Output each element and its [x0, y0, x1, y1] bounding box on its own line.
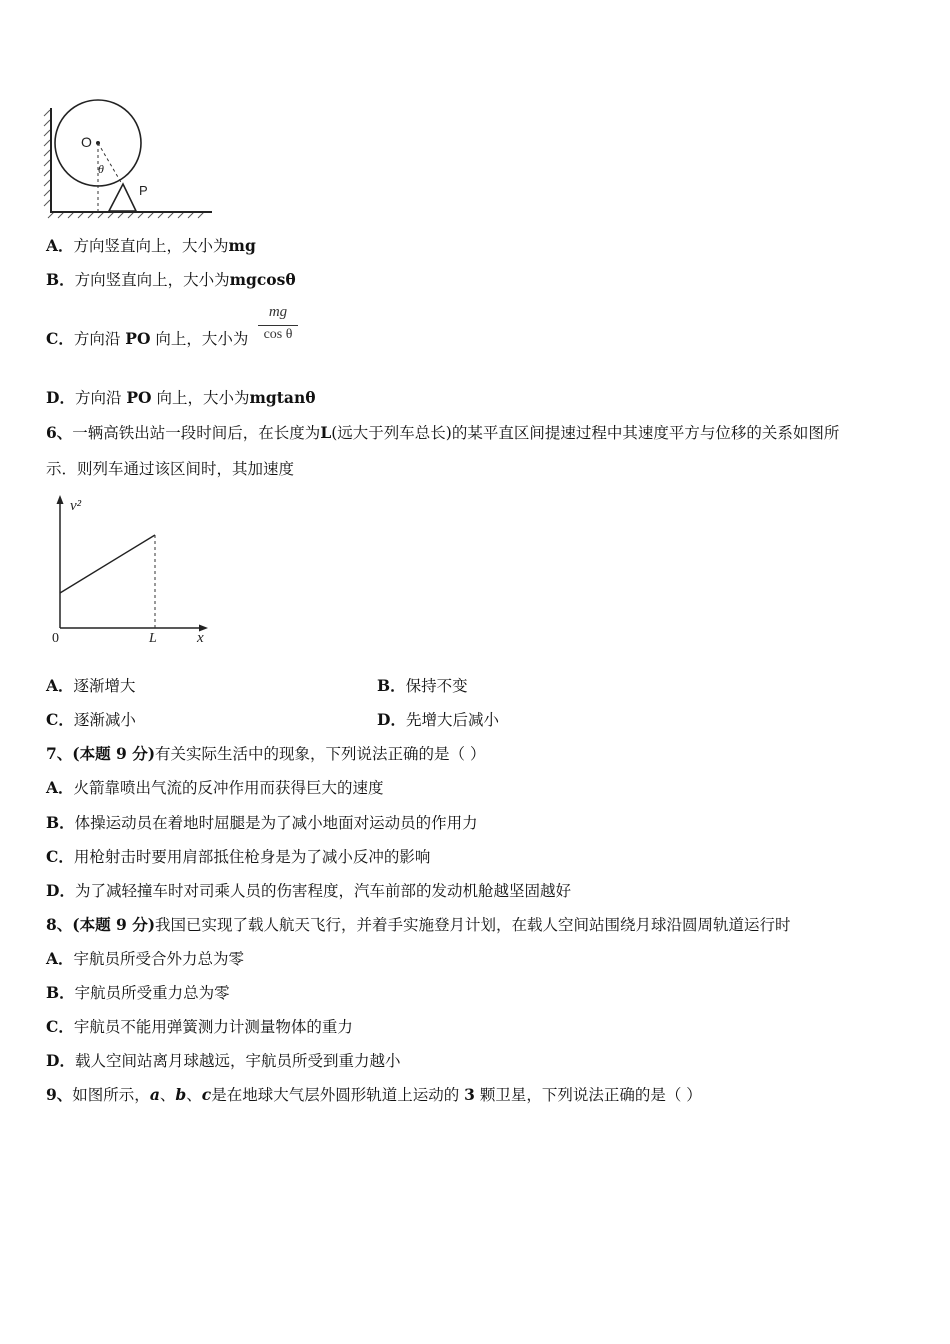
q6-text-b: 的某平直区间提速过程中其速度平方与位移的关系如图所 — [451, 424, 840, 442]
fraction-mg-over-cos — [256, 304, 300, 350]
graph-line — [60, 535, 155, 593]
option-key: B． — [46, 983, 75, 1002]
q5-option-d[interactable] — [46, 388, 316, 408]
option-key: C． — [46, 710, 74, 729]
wall-hatching — [44, 110, 50, 206]
label-theta: θ — [98, 162, 104, 176]
satellite-c: c — [201, 1085, 212, 1104]
option-value: mg — [228, 236, 256, 255]
q9-text-c: 颗卫星，下列说法正确的是（ ） — [479, 1086, 702, 1104]
q7-option-c[interactable] — [46, 847, 430, 867]
fraction-numerator: mg — [268, 304, 288, 320]
q5-option-a[interactable] — [46, 236, 256, 256]
x-axis-label: x — [197, 630, 204, 646]
q9-text-a: 如图所示， — [72, 1086, 150, 1104]
option-value: mgcosθ — [229, 270, 296, 289]
circle-wedge-figure — [40, 96, 220, 222]
q6-l: L — [320, 423, 332, 442]
option-text: 方向竖直向上，大小为 — [73, 237, 229, 255]
q7-option-b[interactable] — [46, 813, 478, 833]
q5-option-c[interactable] — [46, 329, 248, 349]
q9-sep1: 、 — [159, 1086, 176, 1104]
q9-stem — [46, 1085, 702, 1105]
option-text: 逐渐减小 — [73, 711, 136, 729]
option-key: D． — [46, 881, 75, 900]
option-key: A． — [46, 676, 74, 695]
q6-text-c: 示．则列车通过该区间时，其加速度 — [46, 460, 295, 478]
q6-text-a: 一辆高铁出站一段时间后，在长度为 — [72, 424, 321, 442]
option-key: D． — [46, 388, 75, 407]
option-text: 为了减轻撞车时对司乘人员的伤害程度，汽车前部的发动机舱越坚固越好 — [74, 882, 571, 900]
fraction-bar — [258, 325, 298, 326]
q6-option-c[interactable] — [46, 710, 136, 730]
question-stem: 我国已实现了载人航天飞行，并着手实施登月计划，在载人空间站围绕月球沿圆周轨道运行时 — [155, 916, 791, 934]
question-number: 8、 — [46, 915, 73, 934]
q7-stem — [46, 744, 485, 764]
option-key: B． — [46, 813, 75, 832]
option-text: 体操运动员在着地时屈腿是为了减小地面对运动员的作用力 — [74, 814, 478, 832]
option-text: 载人空间站离月球越远，宇航员所受到重力越小 — [74, 1052, 401, 1070]
option-key: B． — [46, 270, 75, 289]
x-tick-l: L — [149, 631, 157, 646]
q8-option-c[interactable] — [46, 1017, 353, 1037]
option-text: 宇航员不能用弹簧测力计测量物体的重力 — [73, 1018, 353, 1036]
q6-option-b[interactable] — [377, 676, 468, 696]
question-stem: 有关实际生活中的现象，下列说法正确的是（ ） — [155, 745, 486, 763]
q8-option-a[interactable] — [46, 949, 244, 969]
option-key: B． — [377, 676, 406, 695]
option-mid: PO — [126, 388, 152, 407]
option-key: C． — [46, 847, 74, 866]
question-number: 7、 — [46, 744, 73, 763]
question-number: 9、 — [46, 1085, 73, 1104]
option-key: C． — [46, 329, 74, 348]
option-text2: 向上，大小为 — [155, 330, 249, 348]
q8-option-b[interactable] — [46, 983, 230, 1003]
q5-option-b[interactable] — [46, 270, 296, 290]
option-text: 逐渐增大 — [73, 677, 136, 695]
option-text2: 向上，大小为 — [156, 389, 250, 407]
option-text: 方向沿 — [73, 330, 121, 348]
question-score: (本题 9 分) — [72, 744, 156, 763]
option-text: 火箭靠喷出气流的反冲作用而获得巨大的速度 — [73, 779, 384, 797]
satellite-b: b — [175, 1085, 187, 1104]
option-text: 宇航员所受合外力总为零 — [73, 950, 245, 968]
fraction-denominator: cos θ — [263, 327, 293, 342]
option-key: D． — [377, 710, 406, 729]
q7-option-a[interactable] — [46, 778, 384, 798]
question-number: 6、 — [46, 423, 73, 442]
q6-paren: (远大于列车总长) — [331, 424, 452, 442]
option-text: 宇航员所受重力总为零 — [74, 984, 230, 1002]
option-text: 方向竖直向上，大小为 — [74, 271, 230, 289]
y-axis-label: v² — [70, 498, 82, 514]
option-text: 保持不变 — [405, 677, 468, 695]
option-key: A． — [46, 778, 74, 797]
q9-text-b: 是在地球大气层外圆形轨道上运动的 — [211, 1086, 460, 1104]
q9-sep2: 、 — [186, 1086, 202, 1104]
v2-x-graph — [40, 492, 220, 648]
q7-option-d[interactable] — [46, 881, 571, 901]
question-score: (本题 9 分) — [72, 915, 156, 934]
satellite-a: a — [149, 1085, 160, 1104]
option-mid: PO — [125, 329, 151, 348]
label-p: P — [139, 183, 148, 198]
option-text: 先增大后减小 — [405, 711, 499, 729]
y-axis-arrow — [57, 495, 64, 504]
option-key: A． — [46, 236, 74, 255]
q6-option-a[interactable] — [46, 676, 136, 696]
q6-stem-line2 — [46, 459, 294, 479]
label-o: O — [81, 134, 92, 150]
option-key: A． — [46, 949, 74, 968]
option-text: 方向沿 — [74, 389, 122, 407]
option-key: C． — [46, 1017, 74, 1036]
option-value: mgtanθ — [249, 388, 316, 407]
origin-label: 0 — [52, 631, 59, 646]
wedge-p — [109, 184, 136, 211]
option-text: 用枪射击时要用肩部抵住枪身是为了减小反冲的影响 — [73, 848, 431, 866]
option-key: D． — [46, 1051, 75, 1070]
q8-option-d[interactable] — [46, 1051, 400, 1071]
satellite-count: 3 — [464, 1085, 475, 1104]
q8-stem — [46, 915, 791, 935]
q6-stem-line1 — [46, 423, 839, 443]
q6-option-d[interactable] — [377, 710, 499, 730]
